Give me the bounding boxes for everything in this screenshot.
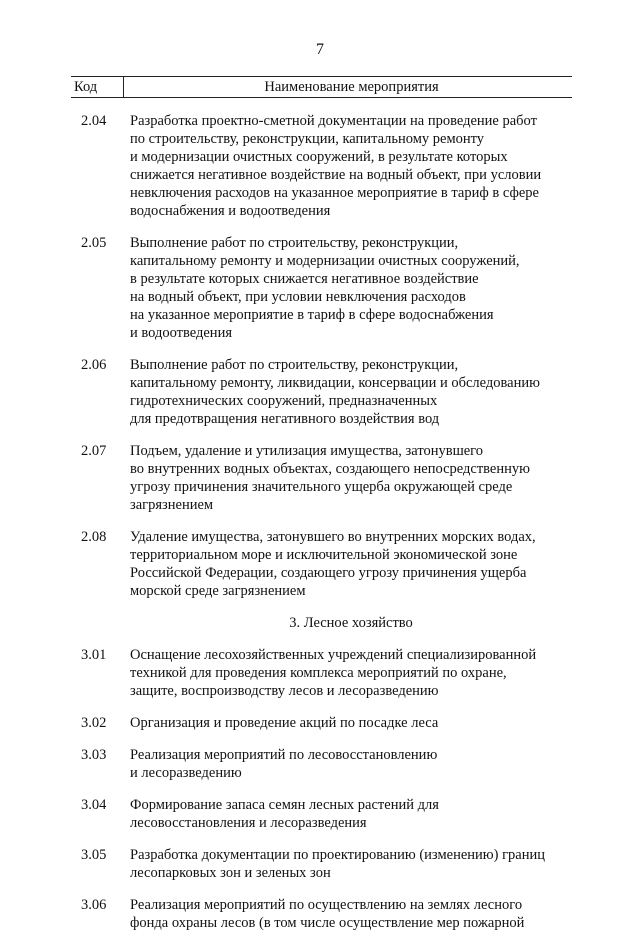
row-code: 3.03 [81, 747, 107, 763]
table-row [71, 646, 572, 700]
row-description [130, 714, 572, 732]
page-number: 7 [316, 41, 324, 58]
description-line: Выполнение работ по строительству, реконструкции, [130, 235, 459, 251]
table-row [71, 528, 572, 600]
table-row [71, 746, 572, 782]
row-code: 2.07 [81, 443, 107, 459]
table-row [71, 796, 572, 832]
row-description [130, 646, 572, 700]
description-line: морской среде загрязнением [130, 583, 306, 599]
description-line: лесовосстановления и лесоразведения [130, 815, 367, 831]
description-line: и модернизации очистных сооружений, в результате которых [130, 149, 508, 165]
description-line: защите, воспроизводству лесов и лесоразведению [130, 683, 439, 699]
row-description [130, 442, 572, 514]
table-row [71, 356, 572, 428]
table-row [71, 846, 572, 882]
description-line: по строительству, реконструкции, капитальному ремонту [130, 131, 485, 147]
description-line: водоснабжения и водоотведения [130, 203, 331, 219]
row-code: 3.01 [81, 647, 107, 663]
description-line: во внутренних водных объектах, создающего непосредственную [130, 461, 530, 477]
description-line: Разработка документации по проектированию (изменению) границ [130, 847, 545, 863]
description-line: и водоотведения [130, 325, 232, 341]
column-header-name: Наименование мероприятия [264, 79, 439, 95]
description-line: Удаление имущества, затонувшего во внутренних морских водах, [130, 529, 536, 545]
description-line: в результате которых снижается негативное воздействие [130, 271, 479, 287]
row-description [130, 796, 572, 832]
description-line: гидротехнических сооружений, предназначенных [130, 393, 438, 409]
description-line: Выполнение работ по строительству, реконструкции, [130, 357, 459, 373]
table-row [71, 896, 572, 932]
row-description [130, 896, 572, 932]
description-line: Разработка проектно-сметной документации на проведение работ [130, 113, 537, 129]
row-description [130, 356, 572, 428]
description-line: Формирование запаса семян лесных растений для [130, 797, 439, 813]
description-line: угрозу причинения значительного ущерба окружающей среде [130, 479, 513, 495]
table-header [71, 76, 572, 98]
description-line: территориальном море и исключительной экономической зоне [130, 547, 518, 563]
row-code: 3.05 [81, 847, 107, 863]
description-line: загрязнением [130, 497, 214, 513]
table-row [71, 714, 572, 732]
row-code: 2.04 [81, 113, 107, 129]
table-row [71, 112, 572, 220]
row-code: 2.06 [81, 357, 107, 373]
row-code: 3.02 [81, 715, 107, 731]
description-line: Реализация мероприятий по лесовосстановлению [130, 747, 438, 763]
description-line: лесопарковых зон и зеленых зон [130, 865, 331, 881]
row-code: 2.08 [81, 529, 107, 545]
section-title: 3. Лесное хозяйство [289, 615, 413, 631]
row-description [130, 234, 572, 342]
description-line: на указанное мероприятие в тариф в сфере водоснабжения [130, 307, 494, 323]
description-line: капитальному ремонту, ликвидации, консервации и обследованию [130, 375, 540, 391]
row-description [130, 112, 572, 220]
description-line: для предотвращения негативного воздействия вод [130, 411, 440, 427]
row-description [130, 846, 572, 882]
description-line: капитальному ремонту и модернизации очистных сооружений, [130, 253, 520, 269]
description-line: Российской Федерации, создающего угрозу причинения ущерба [130, 565, 527, 581]
table-row [71, 442, 572, 514]
row-description [130, 746, 572, 782]
row-code: 3.04 [81, 797, 107, 813]
description-line: снижается негативное воздействие на водный объект, при условии [130, 167, 542, 183]
table-body [71, 112, 572, 946]
table-row [71, 234, 572, 342]
description-line: невключения расходов на указанное мероприятие в тариф в сфере [130, 185, 539, 201]
description-line: и лесоразведению [130, 765, 242, 781]
description-line: Организация и проведение акций по посадке леса [130, 715, 439, 731]
description-line: Оснащение лесохозяйственных учреждений специализированной [130, 647, 537, 663]
column-divider [123, 77, 124, 97]
row-description [130, 528, 572, 600]
row-code: 2.05 [81, 235, 107, 251]
description-line: Подъем, удаление и утилизация имущества, затонувшего [130, 443, 484, 459]
description-line: Реализация мероприятий по осуществлению на землях лесного [130, 897, 523, 913]
row-code: 3.06 [81, 897, 107, 913]
description-line: на водный объект, при условии невключения расходов [130, 289, 466, 305]
column-header-code: Код [74, 79, 98, 95]
description-line: техникой для проведения комплекса мероприятий по охране, [130, 665, 507, 681]
description-line: фонда охраны лесов (в том числе осуществление мер пожарной [130, 915, 525, 931]
